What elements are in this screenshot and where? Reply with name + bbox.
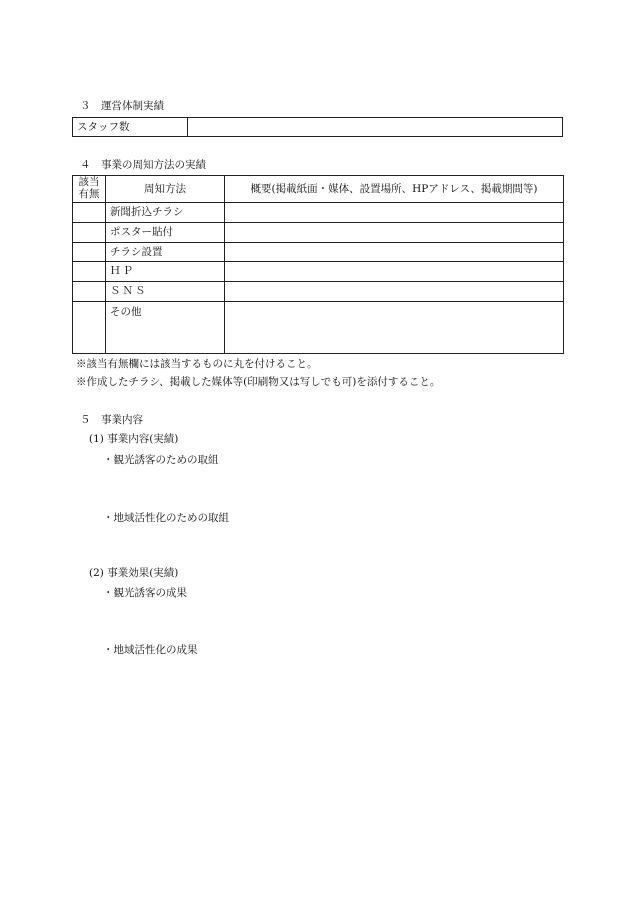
summary-cell[interactable] <box>225 203 564 223</box>
method-cell: チラシ設置 <box>106 243 225 262</box>
summary-cell[interactable] <box>225 223 564 243</box>
method-cell: 新聞折込チラシ <box>106 203 225 223</box>
check-cell[interactable] <box>73 262 106 282</box>
check-cell[interactable] <box>73 243 106 262</box>
check-cell[interactable] <box>73 302 106 354</box>
note-2: ※作成したチラシ、掲載した媒体等(印刷物又は写しでも可)を添付すること。 <box>76 376 441 388</box>
sub1-title: (1) 事業内容(実績) <box>89 433 179 445</box>
summary-cell[interactable] <box>225 243 564 262</box>
check-cell[interactable] <box>73 282 106 302</box>
method-cell: ＳＮＳ <box>106 282 225 302</box>
sub2-item-tourism: ・観光誘客の成果 <box>103 587 187 599</box>
check-cell[interactable] <box>73 203 106 223</box>
summary-cell[interactable] <box>225 302 564 354</box>
section3-heading: ３ 運営体制実績 <box>80 100 164 112</box>
summary-cell[interactable] <box>225 282 564 302</box>
promotion-methods-table <box>72 175 564 354</box>
staff-table <box>72 117 563 137</box>
sub2-item-regional: ・地域活性化の成果 <box>103 644 198 656</box>
sub1-item-regional: ・地域活性化のための取組 <box>103 512 229 524</box>
header-summary: 概要(掲載紙面・媒体、設置場所、HPアドレス、掲載期間等) <box>225 176 564 203</box>
table-row <box>73 282 564 302</box>
table-header-row <box>73 176 564 203</box>
table-row <box>73 223 564 243</box>
method-cell: ポスター貼付 <box>106 223 225 243</box>
table-row <box>73 262 564 282</box>
table-row <box>73 243 564 262</box>
header-method: 周知方法 <box>106 176 225 203</box>
method-cell: ＨＰ <box>106 262 225 282</box>
note-1: ※該当有無欄には該当するものに丸を付けること。 <box>76 358 318 370</box>
staff-value[interactable] <box>188 118 563 137</box>
header-check: 該当 有無 <box>73 176 106 203</box>
summary-cell[interactable] <box>225 262 564 282</box>
sub1-item-tourism: ・観光誘客のための取組 <box>103 454 219 466</box>
section5-heading: ５ 事業内容 <box>80 414 143 426</box>
check-cell[interactable] <box>73 223 106 243</box>
section4-heading: ４ 事業の周知方法の実績 <box>80 159 206 171</box>
method-cell: その他 <box>106 302 225 354</box>
table-row <box>73 203 564 223</box>
table-row <box>73 302 564 354</box>
sub2-title: (2) 事業効果(実績) <box>89 567 179 579</box>
staff-label: スタッフ数 <box>73 118 188 137</box>
